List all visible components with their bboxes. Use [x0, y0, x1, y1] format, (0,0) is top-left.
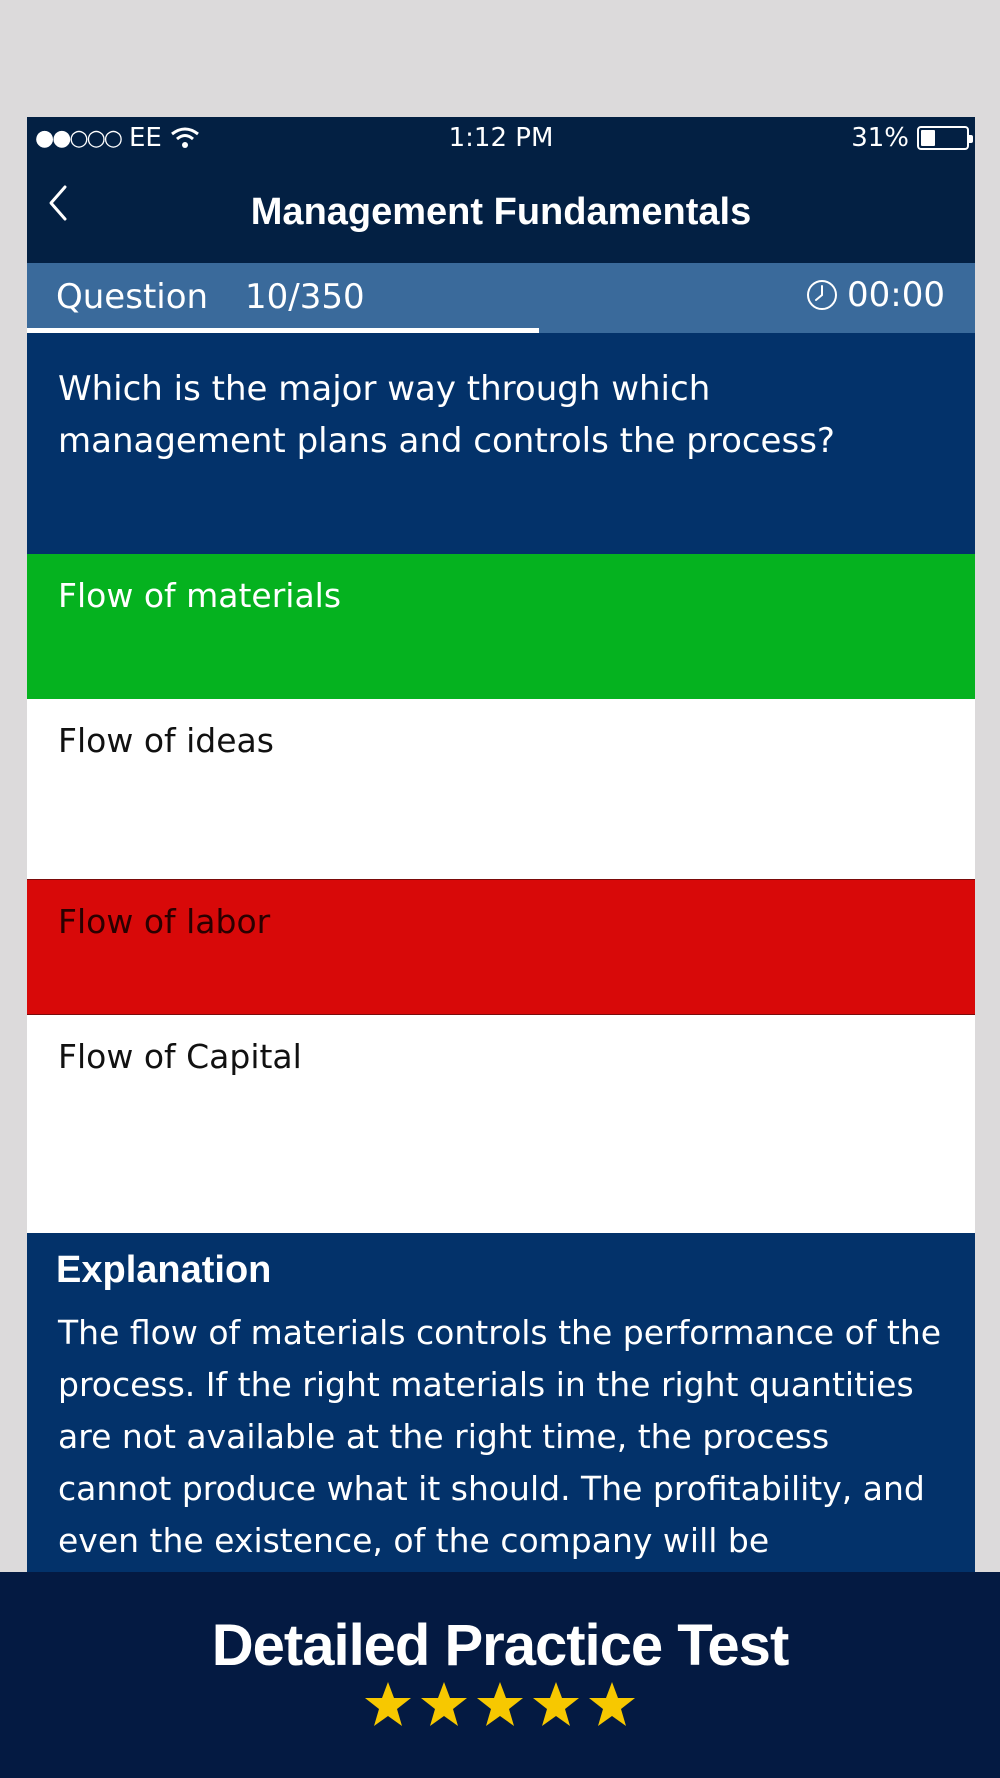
star-icon [587, 1680, 637, 1730]
answer-option-1[interactable] [27, 554, 975, 699]
answer-option-label: Flow of ideas [58, 721, 274, 760]
answer-option-2[interactable] [27, 699, 975, 871]
timer [805, 275, 945, 315]
battery-tip [969, 135, 973, 143]
star-icon [475, 1680, 525, 1730]
explanation-text: The flow of materials controls the performance of the process. If the right materials in the right quantities are not available at the right time, the process cannot produce what it should. The profitability, and even the existence, of the company will be [58, 1313, 942, 1560]
promo-banner [0, 1572, 1000, 1778]
answer-option-3[interactable] [27, 879, 975, 1015]
battery-percent: 31% [851, 123, 909, 153]
promo-title: Detailed Practice Test [211, 1613, 789, 1678]
question-text: Which is the major way through which management plans and controls the process? [27, 333, 975, 554]
question-bar [27, 263, 975, 329]
question-label: Question [56, 277, 209, 317]
answer-option-label: Flow of labor [58, 902, 271, 941]
signal-strength-icon: ●●○○○ [35, 125, 121, 151]
timer-value: 00:00 [847, 275, 945, 315]
answer-option-4[interactable] [27, 1015, 975, 1233]
star-icon [419, 1680, 469, 1730]
status-time: 1:12 PM [448, 123, 554, 153]
status-right [851, 123, 969, 153]
phone-screen [27, 117, 975, 1672]
star-icon [531, 1680, 581, 1730]
battery-icon [917, 126, 969, 150]
star-rating [0, 1680, 1000, 1730]
navigation-bar [27, 157, 975, 263]
answer-option-label: Flow of Capital [58, 1037, 302, 1076]
explanation-title: Explanation [56, 1249, 272, 1291]
page-title: Management Fundamentals [250, 191, 752, 233]
star-icon [363, 1680, 413, 1730]
status-bar [27, 117, 975, 157]
battery-level [921, 130, 935, 146]
question-counter: 10/350 [245, 277, 365, 317]
answer-option-label: Flow of materials [58, 576, 342, 615]
clock-icon [805, 278, 839, 312]
carrier-name: EE [128, 123, 162, 153]
